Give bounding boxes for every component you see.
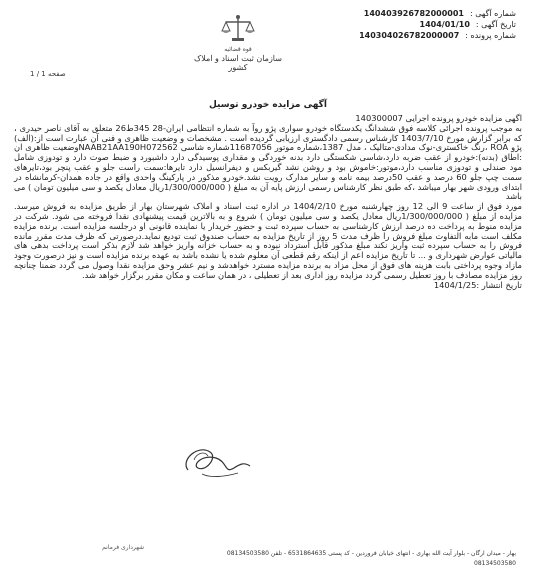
- notice-meta: [271, 8, 516, 41]
- signature-caption: شهرداری فرمانم: [102, 544, 144, 551]
- case-number-label: شماره پرونده :: [465, 31, 516, 40]
- body-paragraph-1: به موجب پرونده اجرائی کلاسه فوق ششدانگ یکدستگاه خودرو سواری پژو روآ به شماره انتظامی ایران-28 345ط26 متعلق به آقای ناصر حیدری ، که برابر گزارش مورخ 1403/7/10 کارشناس رسمی دادگستری ارزیابی گردیده است . مشخصات و وضعیت ظاهری و فنی آن عبارت است از:(الف) پژو ROA ،رنگ خاکستری-نوک مدادی-متالیک ، مدل 1387،شماره موتور 11687056شماره شاسی NAAB21AA190H072562وضعیت ظاهری ان :اطاق (بدنه):خودرو از عقب ضربه دارد،شاسی شکستگی دارد بدنه خوردگی و مقداری پوسیدگی دارد داشبورد و ضبط صوت دارد و تودوزی شامل مود صندلی و تودوزی مناسب دارد،موتور:خاموش بود و روشن نشد گیربکس و دیفرانسیل دارد تایرها:سمت راست جلو و عقب پنچر بود،تایرهای سمت چپ جلو 60 درصد و عقب 50درصد بیمه نامه و سایر مدارک رویت نشد.خودرو مذکور در پارکینگ واحدی واقع در جاده همدان-کرمانشاه در ابتدای ورودی شهر بهار میباشد ،که طبق نظر کارشناس رسمی ارزش پایه آن به مبلغ ( 1/300/000/000ریال معادل یکصد و سی میلیون تومان ) می باشد: [14, 122, 523, 202]
- notice-number-label: شماره آگهی :: [470, 9, 516, 18]
- handwritten-signature: [158, 432, 268, 492]
- publication-date: تاریخ انتشار :1404/1/25: [433, 279, 522, 290]
- notice-date-row: [271, 19, 516, 30]
- scales-emblem-icon: [221, 14, 255, 44]
- notice-title: آگهی مزایده خودرو توسیل: [208, 100, 327, 110]
- notice-date-label: تاریخ آگهی :: [475, 20, 516, 29]
- case-number-row: [271, 30, 516, 41]
- org-line2: سازمان ثبت اسناد و املاک کشور: [194, 54, 282, 72]
- footer-address: بهار - میدان ارگان - بلوار آیت الله بهاری - انتهای خیابان فروردین - کد پستی 6531864635 - تلفن 08134503580: [226, 550, 516, 557]
- footer-fax: 08134503580: [474, 560, 516, 567]
- notice-number-row: [271, 8, 516, 19]
- page-number: صفحه 1 / 1: [30, 70, 66, 78]
- notice-date: 1404/01/10: [419, 20, 470, 29]
- org-line1: قوه قضائیه: [224, 46, 252, 53]
- body-heading: اگهی مزایده خودرو پرونده اجرایی 140300007: [355, 113, 522, 123]
- case-number: 140304026782000007: [359, 31, 460, 40]
- body-paragraph-2: مورد فوق از ساعت 9 الی 12 روز چهارشنبه مورخ 1404/2/10 در اداره ثبت اسناد و املاک شهرستان بهار از طریق مزایده به فروش میرسد. مزایده از مبلغ ( 1/300/000/000ریال معادل یکصد و سی میلیون تومان ) شروع و به بالاترین قیمت پیشنهادی نقدا فروخته می شود. شرکت در مزایده منوط به پرداخت ده درصد ارزش کارشناسی به حساب سپرده ثبت و حضور خریدار یا نماینده قانونی او درجلسه مزایده است. برنده مزایده مکلف است مابه التفاوت مبلغ فروش را ظرف مدت 5 روز از تاریخ مزایده به حساب صندوق ثبت تودیع نماید.درصورتی که ظرف مدت مقرر مانده فروش را به حساب سپرده ثبت واریز نکند مبلغ مذکور قابل استرداد نبوده و به حساب خزانه واریز خواهد شد لازم بذکر است پرداخت بدهی های مالیاتی عوارض شهرداری و ... تا تاریخ مزایده اعم از اینکه رقم قطعی آن معلوم شده یا نشده باشد به عهده برنده مزایده است و نیز درصورت وجود مازاد وجوه پرداختی بابت هزینه های فوق از محل مزاد به برنده مزایده مسترد خواهدشد و نیم عشر وحق مزایده نقدا وصول می گردد ضمنا چنانچه روز مزایده مصادف با روز تعطیل رسمی گردد مزایده روز اداری بعد از تعطیلی ، در همان ساعت و مکان مقرر برگزار خواهد شد.: [14, 201, 523, 280]
- judiciary-emblem: [188, 14, 288, 72]
- notice-body: [14, 114, 522, 290]
- notice-number: 140403926782000001: [363, 9, 464, 18]
